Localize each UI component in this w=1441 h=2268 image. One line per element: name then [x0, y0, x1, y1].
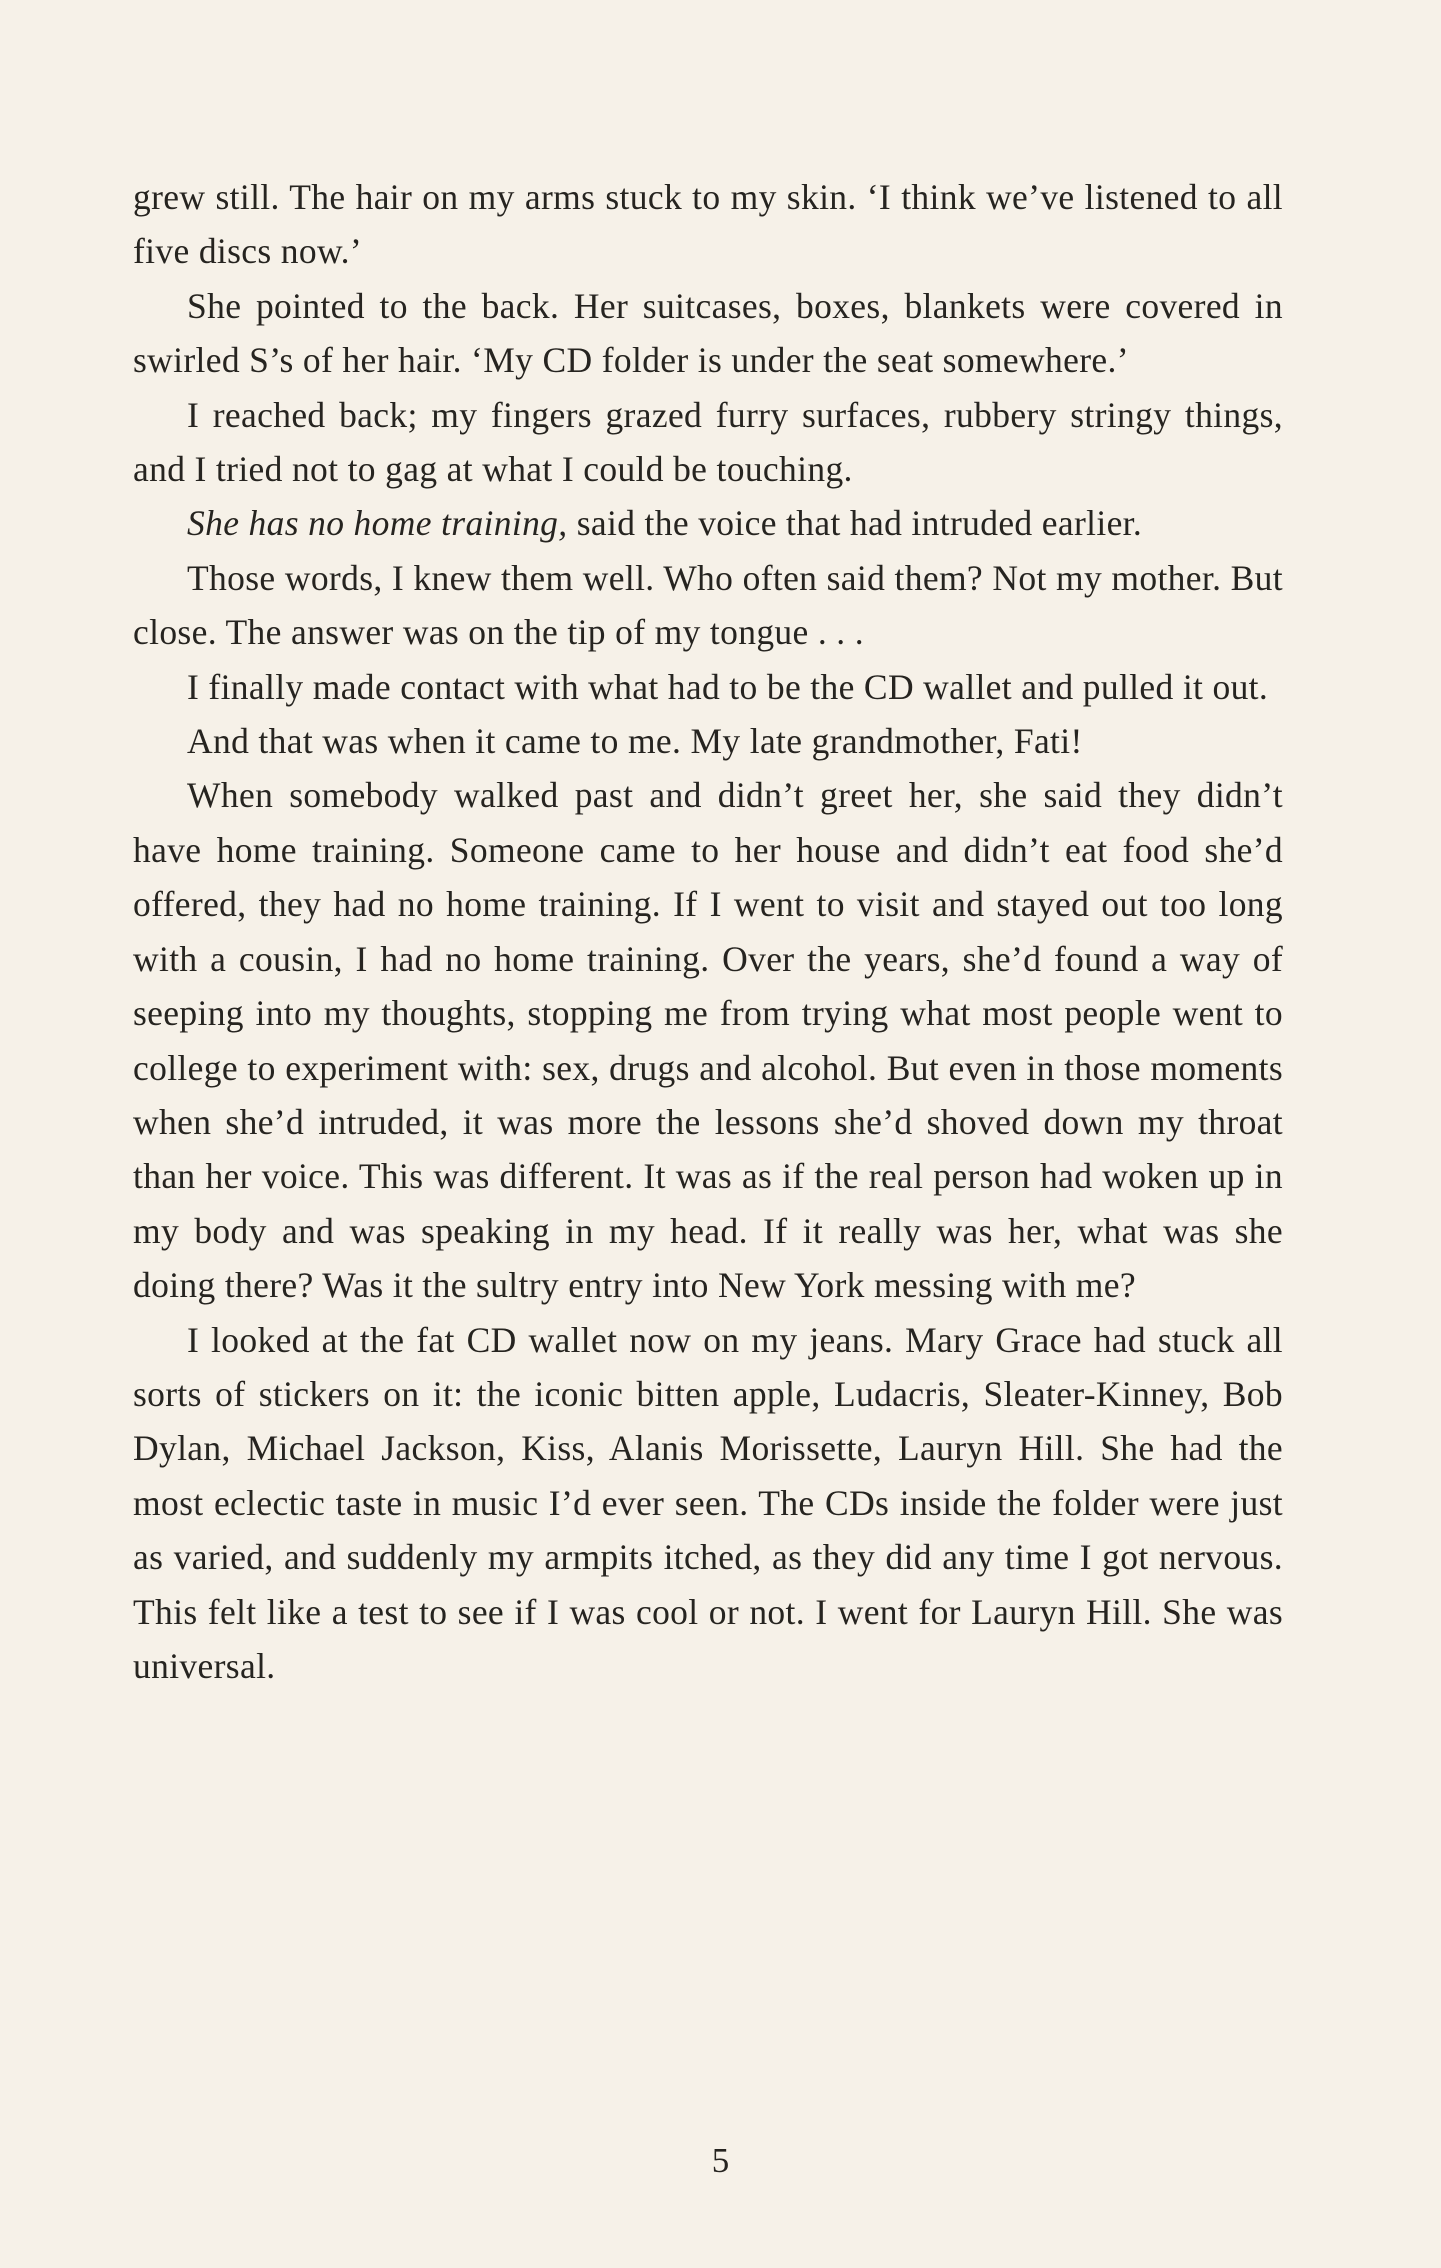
- body-text: [133, 170, 1283, 1693]
- paragraph: I finally made contact with what had to be the CD wallet and pulled it out.: [187, 666, 1269, 707]
- paragraph: And that was when it came to me. My late grandmother, Fati!: [187, 721, 1083, 762]
- paragraph: She pointed to the back. Her suitcases, boxes, blankets were covered in swirled S’s of her hair. ‘My CD folder is under the seat somewhere.’: [133, 285, 1283, 381]
- paragraph-text: said the voice that had intruded earlier.: [576, 503, 1143, 544]
- page-number: 5: [711, 2141, 730, 2180]
- paragraph: I looked at the fat CD wallet now on my jeans. Mary Grace had stuck all sorts of stickers on it: the iconic bitten apple, Ludacris, Sleater-Kinney, Bob Dylan, Michael Jackson, Kiss, Alanis Morissette, Lauryn Hill. She had the most eclectic taste in music I’d ever seen. The CDs inside the folder were just as varied, and suddenly my armpits itched, as they did any time I got nervous. This felt like a test to see if I was cool or not. I went for Lauryn Hill. She was universal.: [133, 1319, 1283, 1686]
- italic-phrase: She has no home training,: [187, 503, 568, 544]
- paragraph: Those words, I knew them well. Who often said them? Not my mother. But close. The answer was on the tip of my tongue . . .: [133, 557, 1283, 653]
- paragraph: grew still. The hair on my arms stuck to my skin. ‘I think we’ve listened to all five discs now.’: [133, 177, 1283, 272]
- paragraph: [133, 496, 1283, 550]
- paragraph: I reached back; my fingers grazed furry surfaces, rubbery stringy things, and I tried not to gag at what I could be touching.: [133, 394, 1283, 490]
- paragraph: When somebody walked past and didn’t greet her, she said they didn’t have home training. Someone came to her house and didn’t eat food she’d offered, they had no home training. If I went to visit and stayed out too long with a cousin, I had no home training. Over the years, she’d found a way of seeping into my thoughts, stopping me from trying what most people went to college to experiment with: sex, drugs and alcohol. But even in those moments when she’d intruded, it was more the lessons she’d shoved down my throat than her voice. This was different. It was as if the real person had woken up in my body and was speaking in my head. If it really was her, what was she doing there? Was it the sultry entry into New York messing with me?: [133, 775, 1283, 1306]
